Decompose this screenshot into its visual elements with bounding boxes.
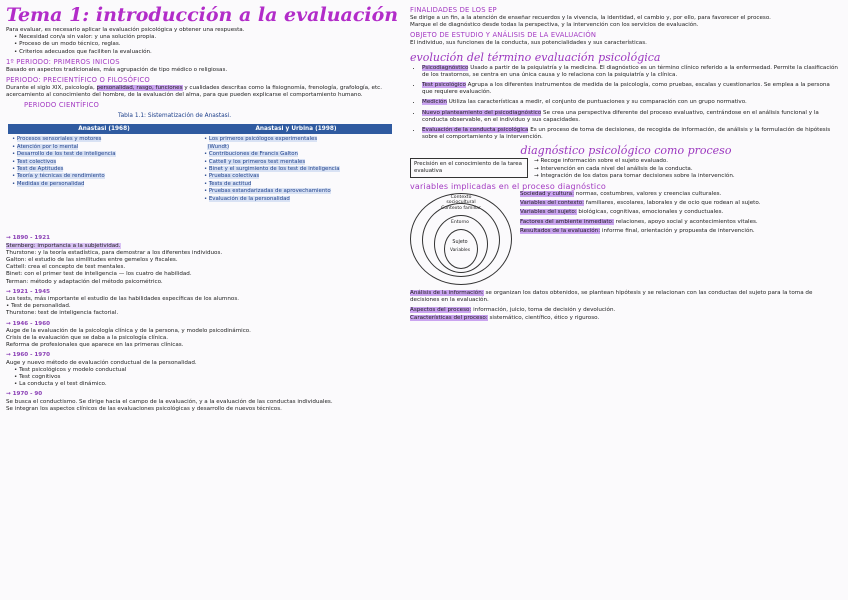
intro-block — [6, 27, 406, 56]
process-point: → Integración de los datos para tomar decisiones sobre la intervención. — [534, 172, 735, 179]
timeline-line: Se busca el conductismo. Se dirige hacia el campo de la evaluación, y a la evaluación de las conductas individuales. — [6, 398, 333, 405]
anastasi-table — [6, 113, 406, 231]
table-cell: • Pruebas estandarizadas de aprovechamiento — [204, 188, 331, 195]
table-cell: • Evaluación de la personalidad — [204, 195, 290, 202]
right-column — [410, 4, 842, 322]
timeline-line: • Test cognitivos — [14, 374, 61, 381]
intro-line: • Proceso de un modo técnico, reglas. — [14, 41, 121, 48]
variables-block — [410, 191, 842, 287]
timeline-line: Thurstone: y la teoría estadística, para demostrar a los diferentes individuos. — [6, 249, 223, 256]
process-points — [534, 158, 735, 180]
variable-item: Factores del ambiente inmediato: relaciones, apoyo social y acontecimientos vitales. — [520, 218, 758, 225]
table-cell: • Procesos sensoriales y motores — [12, 136, 102, 143]
timeline-1946 — [6, 321, 406, 350]
timeline-1921 — [6, 289, 406, 318]
table-cell: • Contribuciones de Francis Galton — [204, 151, 298, 158]
page-title: Tema 1: introducción a la evaluación — [6, 4, 399, 26]
variable-item: Variables del contexto: familiares, escolares, laborales y de ocio que rodean al sujeto. — [520, 200, 761, 207]
ring-label: Sujeto — [452, 240, 468, 246]
prescientific-text-b: y cualidades descritas como la fisiognomía, frenología, grafología, etc. acercamiento al conocimiento del hombre, de la evaluación del alma, para que pueden explicarse el comportamiento humano. — [6, 85, 383, 99]
timeline-line: Sternberg: importancia a la subjetividad. — [6, 242, 121, 249]
ring-label: Contexto familiar — [441, 206, 481, 212]
table-cell: (Wundt) — [207, 143, 230, 150]
timeline-line: Thurstone: test de inteligencia factorial. — [6, 310, 119, 317]
nested-circles-diagram — [410, 193, 514, 285]
section-heading-evolution: evolución del término evaluación psicológica — [410, 50, 661, 64]
timeline-line: Auge y nuevo método de evaluación conductual de la personalidad. — [6, 359, 197, 366]
first-period-text: Basado en aspectos tradicionales, más agrupación de tipo médico o religiosas. — [6, 66, 228, 73]
process-point: → Recoge información sobre el sujeto evaluado. — [534, 158, 669, 165]
section-heading-variables: variables implicadas en el proceso diagnóstico — [410, 182, 607, 192]
timeline-line: Crisis de la evaluación que se daba a la psicología clínica. — [6, 335, 169, 342]
variable-item: Resultados de la evaluación: informe final, orientación y propuesta de intervención. — [520, 227, 755, 234]
analysis-text: Análisis de la información: se organizan los datos obtenidos, se plantean hipótesis y se relacionan con las conductas del sujeto para la toma de decisiones en la evaluación. — [410, 290, 813, 304]
variable-item: Variables del sujeto: biológicas, cognitivas, emocionales y conductuales. — [520, 209, 724, 216]
ring-label: Variables — [449, 248, 471, 254]
list-item: • Psicodiagnóstico Usado a partir de la psiquiatría y la medicina. El diagnóstico es un término clínico referido a la enfermedad. Permite la clasificación de los trastornos, se centra en una única causa y lo relaciona con la psiquiatría y la clínica. — [422, 65, 842, 79]
section-heading-finalities: FINALIDADES DE LOS EP — [410, 6, 497, 14]
table-cell: • Medidas de personalidad — [12, 180, 85, 187]
ring-label: Contexto sociocultural — [446, 195, 476, 206]
timeline-1890 — [6, 235, 406, 285]
timeline-line: • Test psicológicos y modelo conductual — [14, 366, 127, 373]
intro-line: Para evaluar, es necesario aplicar la evaluación psicológica y obtener una respuesta. — [6, 27, 245, 33]
finalities-text: Se dirige a un fin, a la atención de enseñar recuerdos y la vivencia, la identidad, el cambio y, por ello, para favorecer el proceso. — [410, 15, 771, 21]
table-header — [8, 124, 392, 134]
timeline-line: • La conducta y el test dinámico. — [14, 381, 107, 388]
timeline-1970 — [6, 391, 406, 413]
timeline-line: Los tests, más importante el estudio de las habilidades específicas de los alumnos. — [6, 296, 240, 303]
prescientific-text-a: Durante el siglo XIX, psicología, — [6, 85, 95, 92]
timeline-label: → 1946 - 1960 — [6, 320, 50, 327]
timeline-label: → 1890 - 1921 — [6, 235, 50, 242]
section-heading-prescientific: PERIODO: PRECIENTÍFICO O FILOSÓFICO — [6, 76, 150, 85]
timeline-line: • Test de personalidad. — [6, 303, 71, 310]
timeline-line: Cattell: crea el concepto de test mentales. — [6, 264, 126, 271]
table-cell: • Cattell y los primeros test mentales — [204, 158, 306, 165]
table-cell: • Atención por lo mental — [12, 143, 79, 150]
variable-item: Sociedad y cultura: normas, costumbres, valores y creencias culturales. — [520, 191, 722, 198]
intro-line: • Criterios adecuados que faciliten la evaluación. — [14, 48, 152, 55]
table-col-header: Anastasi y Urbina (1998) — [200, 124, 392, 134]
list-item: • Medición Utiliza las características a medir, el conjunto de puntuaciones y su comparación con un grupo normativo. — [422, 99, 842, 106]
table-cell: • Desarrollo de los test de inteligencia — [12, 151, 116, 158]
timeline-line: Auge de la evaluación de la psicología clínica y de la persona, y modelo psicodinámico. — [6, 327, 251, 334]
section-heading-first-period: 1º PERIODO: PRIMEROS INICIOS — [6, 57, 120, 66]
timeline-line: Terman: método y adaptación del método psicométrico. — [6, 278, 163, 285]
table-col-header: Anastasi (1968) — [8, 124, 200, 134]
table-left-column — [8, 134, 200, 205]
process-point: → Intervención en cada nivel del análisis de la conducta. — [534, 165, 693, 172]
timeline-line: Se integran los aspectos clínicos de las evaluaciones psicológicas y desarrollo de nuevos técnicos. — [6, 405, 282, 412]
list-item: • Evaluación de la conducta psicológica Es un proceso de toma de decisiones, de recogida de información, de análisis y la formulación de hipótesis sobre el comportamiento y la intervención. — [422, 127, 842, 141]
variables-list — [520, 191, 842, 235]
timeline-1960 — [6, 352, 406, 388]
table-cell: • Los primeros psicólogos experimentales — [204, 136, 318, 143]
process-block — [410, 158, 842, 180]
finalities-text: Marque el de diagnóstico desde todas la perspectiva, y la intervención con los servicios de evaluación. — [410, 22, 699, 29]
section-heading-object: OBJETO DE ESTUDIO Y ANÁLISIS DE LA EVALUACIÓN — [410, 31, 597, 40]
prescientific-highlight: personalidad, rasgo, funciones — [96, 85, 183, 92]
prescientific-text — [6, 85, 406, 99]
section-heading-scientific: PERIODO CIENTÍFICO — [24, 101, 100, 110]
table-cell: • Test colectivos — [12, 158, 57, 165]
timeline-label: → 1960 - 1970 — [6, 352, 50, 359]
timeline-label: → 1970 - 90 — [6, 391, 43, 398]
table-caption: Tabla 1.1: Sistematización de Anastasi. — [118, 113, 232, 120]
evolution-list — [410, 65, 842, 142]
table-columns — [8, 134, 392, 205]
table-cell: • Test de Aptitudes — [12, 166, 64, 173]
timeline-label: → 1921 - 1945 — [6, 288, 50, 295]
table-cell: • Teoría y técnicas de rendimiento — [12, 173, 105, 180]
table-cell: • Pruebas colectivas — [204, 173, 260, 180]
timeline-line: Galton: el estudio de las similitudes entre gemelos y fiscales. — [6, 257, 178, 264]
ring-label: Entorno — [451, 220, 469, 226]
table-body — [8, 124, 392, 205]
final-item: Características del proceso: sistemático, científico, ético y riguroso. — [410, 314, 600, 321]
intro-line: • Necesidad con/a sin valor: y una solución propia. — [14, 34, 157, 41]
list-item: • Nuevo planteamiento del psicodiagnóstico Se crea una perspectiva diferente del proceso evaluativo, centrándose en el análisis funcional y la conducta observable, en el individuo y sus capacidades. — [422, 110, 842, 124]
timeline-line: Reforma de profesionales que aparece en las primeras clínicas. — [6, 342, 184, 349]
timeline-line: Binet: con el primer test de inteligencia — los cuatro de habilidad. — [6, 271, 192, 278]
list-item: • Test psicológico Agrupa a los diferentes instrumentos de medida de la psicología, como pruebas, escalas y cuestionarios. Se emplea a la persona que requiere evaluación. — [422, 82, 842, 96]
left-column — [6, 4, 406, 413]
object-text: El individuo, sus funciones de la conducta, sus potencialidades y sus características. — [410, 40, 647, 47]
process-box: Precisión en el conocimiento de la tarea evaluativa — [410, 158, 528, 178]
table-right-column — [200, 134, 392, 205]
table-cell: • Binet y el surgimiento de los test de inteligencia — [204, 166, 340, 173]
final-item: Aspectos del proceso: información, juicio, toma de decisión y devolución. — [410, 307, 616, 314]
table-cell: • Tests de actitud — [204, 180, 252, 187]
section-heading-process: diagnóstico psicológico como proceso — [520, 144, 732, 158]
